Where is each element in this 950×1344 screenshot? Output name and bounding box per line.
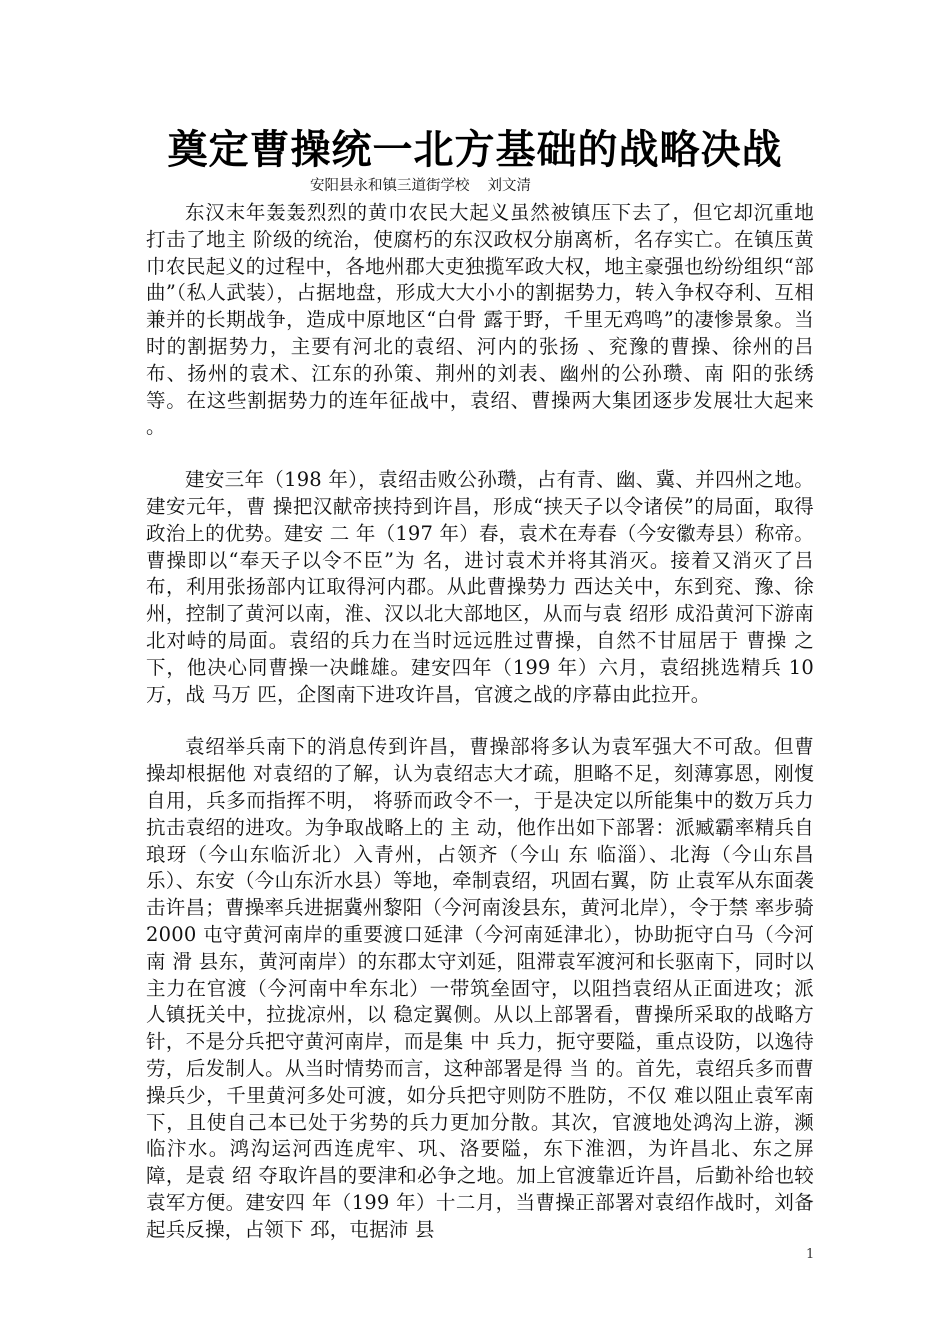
author-name: 刘文清 [487, 178, 531, 194]
document-title: 奠定曹操统一北方基础的战略决战 [167, 127, 783, 173]
article-body [146, 200, 814, 1243]
paragraph-3: 袁绍举兵南下的消息传到许昌，曹操部将多认为袁军强大不可敌。但曹操却根据他 对袁绍的了解，认为袁绍志大才疏，胆略不足，刻薄寡恩，刚愎自用，兵多而指挥不明， 将骄而政令不一，于是决定以所能集中的数万兵力抗击袁绍的进攻。为争取战略上的 主 动，他作出如下部署：派臧霸率精兵自琅玡（今山东临沂北）入青州，占领齐（今山 东 临淄）、北海（今山东昌乐）、东安（今山东沂水县）等地，牵制袁绍，巩固右翼，防 止袁军从东面袭击许昌；曹操率兵进据冀州黎阳（今河南浚县东，黄河北岸），令于禁 率步骑 2000 屯守黄河南岸的重要渡口延津（今河南延津北），协助扼守白马（今河南 滑 县东，黄河南岸）的东郡太守刘延，阻滞袁军渡河和长驱南下，同时以主力在官渡（今河南中牟东北）一带筑垒固守，以阻挡袁绍从正面进攻；派人镇抚关中，拉拢凉州，以 稳定翼侧。从以上部署看，曹操所采取的战略方针，不是分兵把守黄河南岸，而是集 中 兵力，扼守要隘，重点设防，以逸待劳，后发制人。从当时情势而言，这种部署是得 当 的。首先，袁绍兵多而曹操兵少，千里黄河多处可渡，如分兵把守则防不胜防，不仅 难以阻止袁军南下，且使自己本已处于劣势的兵力更加分散。其次，官渡地处鸿沟上游，濒临汴水。鸿沟运河西连虎牢、巩、洛要隘，东下淮泗，为许昌北、东之屏障，是袁 绍 夺取许昌的要津和必争之地。加上官渡靠近许昌，后勤补给也较袁军方便。建安四 年（199 年）十二月，当曹操正部署对袁绍作战时，刘备起兵反操，占领下 邳，屯据沛 县 [146, 735, 814, 1241]
paragraph-2: 建安三年（198 年），袁绍击败公孙瓒，占有青、幽、冀、并四州之地。建安元年，曹 操把汉献帝挟持到许昌，形成“挟天子以令诸侯”的局面，取得政治上的优势。建安 二 年（197 年）春，袁术在寿春（今安徽寿县）称帝。曹操即以“奉天子以令不臣”为 名，进讨袁术并将其消灭。接着又消灭了吕布，利用张扬部内讧取得河内郡。从此曹操势力 西达关中，东到兖、豫、徐州，控制了黄河以南，淮、汉以北大部地区，从而与袁 绍形 成沿黄河下游南北对峙的局面。袁绍的兵力在当时远远胜过曹操，自然不甘屈居于 曹操 之下，他决心同曹操一决雌雄。建安四年（199 年）六月，袁绍挑选精兵 10 万，战 马万 匹，企图南下进攻许昌，官渡之战的序幕由此拉开。 [146, 468, 814, 706]
paragraph-1: 东汉末年轰轰烈烈的黄巾农民大起义虽然被镇压下去了，但它却沉重地打击了地主 阶级的统治，使腐朽的东汉政权分崩离析，名存实亡。在镇压黄巾农民起义的过程中，各地州郡大吏独揽军政大权，地主豪强也纷纷组织“部曲”（私人武装），占据地盘，形成大大小小的割据势力，转入争权夺利、互相兼并的长期战争，造成中原地区“白骨 露于野，千里无鸡鸣”的凄惨景象。当时的割据势力，主要有河北的袁绍、河内的张扬 、兖豫的曹操、徐州的吕布、扬州的袁术、江东的孙策、荆州的刘表、幽州的公孙瓒、南 阳的张绣等。在这些割据势力的连年征战中，袁绍、曹操两大集团逐步发展壮大起来 。 [146, 201, 814, 439]
author-school: 安阳县永和镇三道街学校 [310, 178, 470, 194]
byline [310, 176, 531, 196]
page-number: 1 [806, 1247, 815, 1262]
